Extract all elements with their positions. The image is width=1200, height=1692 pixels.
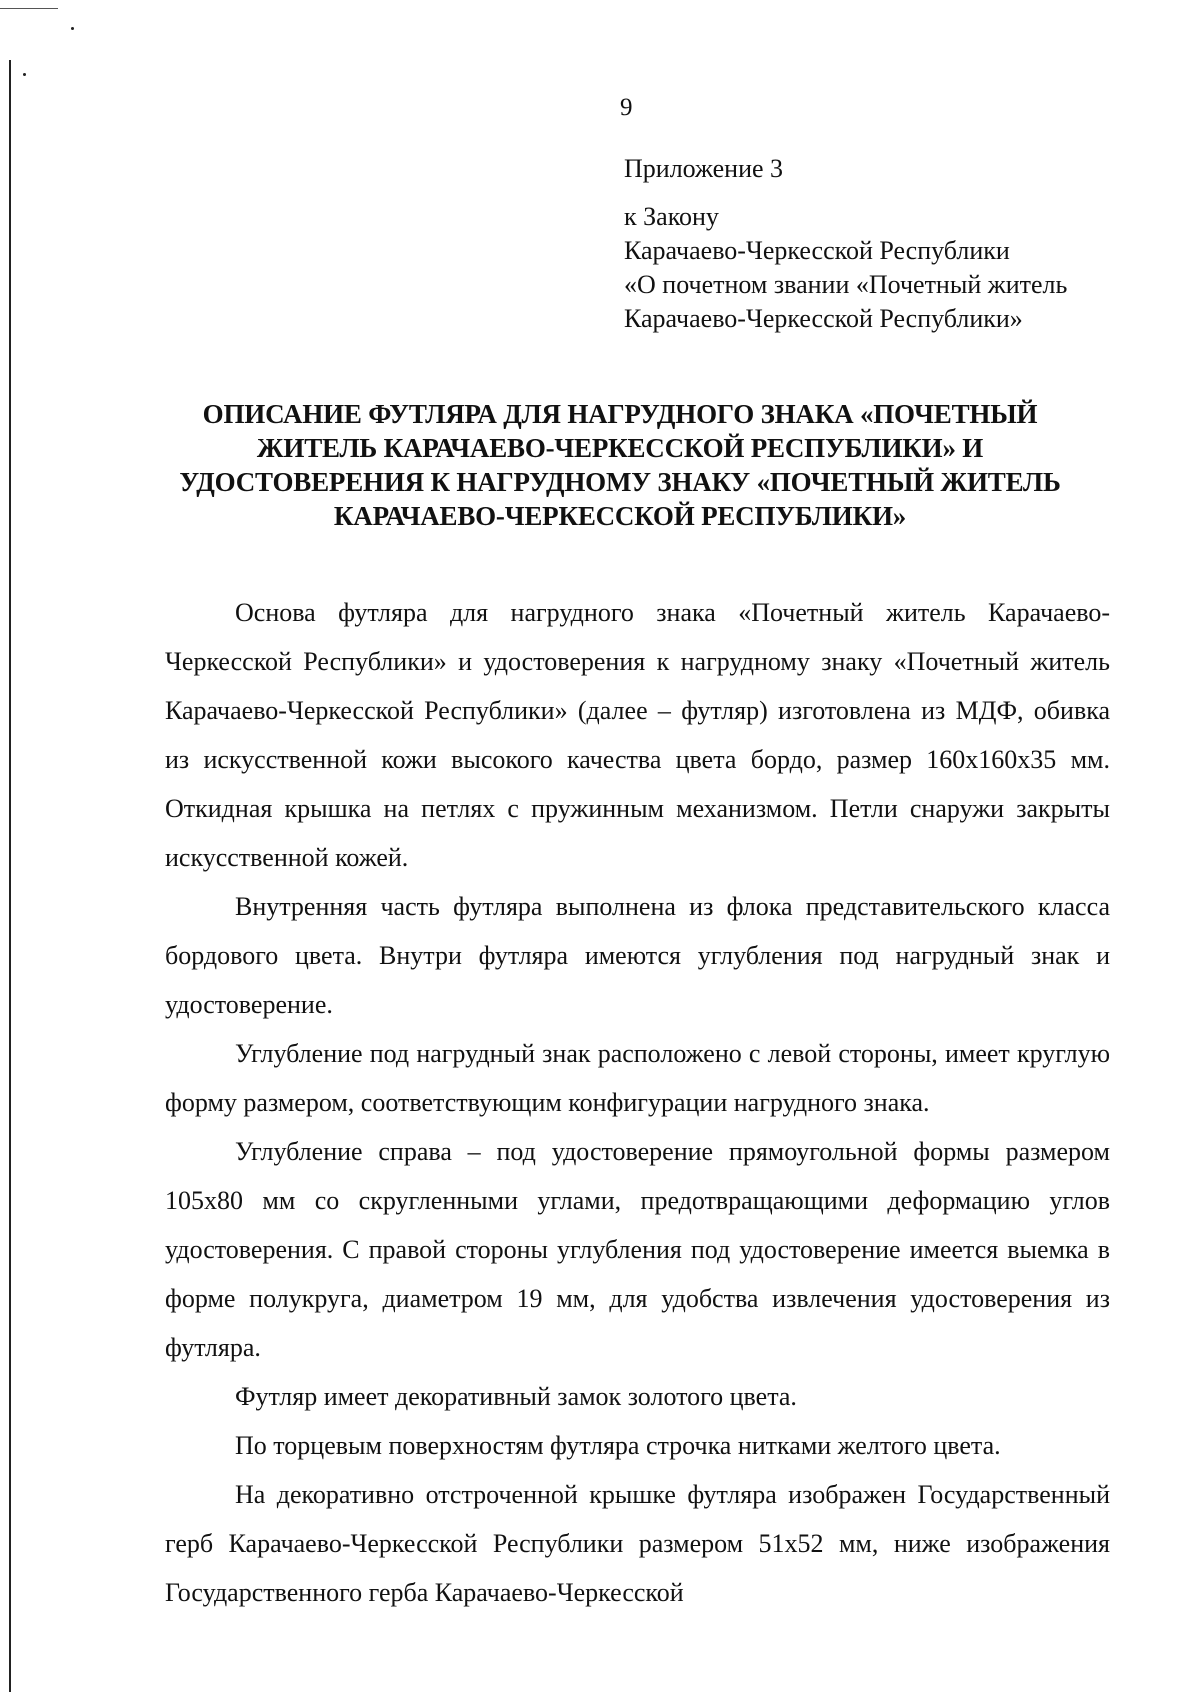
appendix-title: Приложение 3 bbox=[624, 154, 784, 183]
body-paragraph: На декоративно отстроченной крышке футляра изображен Государственный герб Карачаево-Черкесской Республики размером 51х52 мм, ниже изображения Государственного герба Карачаево-Черкесской bbox=[165, 1480, 1110, 1607]
appendix-line: Карачаево-Черкесской Республики bbox=[624, 236, 1010, 265]
appendix-line: Карачаево-Черкесской Республики» bbox=[624, 304, 1023, 333]
scan-artifact-line bbox=[0, 8, 58, 9]
appendix-line: «О почетном звании «Почетный житель bbox=[624, 270, 1068, 299]
body-paragraph: Углубление под нагрудный знак расположено с левой стороны, имеет круглую форму размером, соответствующим конфигурации нагрудного знака. bbox=[165, 1039, 1110, 1117]
body-paragraph: Углубление справа – под удостоверение прямоугольной формы размером 105х80 мм со скругленными углами, предотвращающими деформацию углов удостоверения. С правой стороны углубления под удостоверение имеется выемка в форме полукруга, диаметром 19 мм, для удобства извлечения удостоверения из футляра. bbox=[165, 1137, 1110, 1362]
scan-artifact-dot bbox=[23, 73, 26, 76]
appendix-line: к Закону bbox=[624, 202, 719, 231]
appendix-note bbox=[624, 152, 1184, 336]
body-paragraph: Основа футляра для нагрудного знака «Почетный житель Карачаево-Черкесской Республики» и удостоверения к нагрудному знаку «Почетный житель Карачаево-Черкесской Республики» (далее – футляр) изготовлена из МДФ, обивка из искусственной кожи высокого качества цвета бордо, размер 160х160х35 мм. Откидная крышка на петлях с пружинным механизмом. Петли снаружи закрыты искусственной кожей. bbox=[165, 598, 1110, 872]
body-paragraph: Футляр имеет декоративный замок золотого цвета. bbox=[235, 1382, 797, 1411]
body-paragraph: Внутренняя часть футляра выполнена из флока представительского класса бордового цвета. Внутри футляра имеются углубления под нагрудный знак и удостоверение. bbox=[165, 892, 1110, 1019]
document-title: ОПИСАНИЕ ФУТЛЯРА ДЛЯ НАГРУДНОГО ЗНАКА «ПОЧЕТНЫЙ ЖИТЕЛЬ КАРАЧАЕВО-ЧЕРКЕССКОЙ РЕСПУБЛИКИ» И УДОСТОВЕРЕНИЯ К НАГРУДНОМУ ЗНАКУ «ПОЧЕТНЫЙ ЖИТЕЛЬ КАРАЧАЕВО-ЧЕРКЕССКОЙ РЕСПУБЛИКИ» bbox=[179, 399, 1061, 531]
body-paragraph: По торцевым поверхностям футляра строчка нитками желтого цвета. bbox=[235, 1431, 1001, 1460]
document-body bbox=[165, 588, 1110, 1617]
page-number: 9 bbox=[620, 94, 633, 121]
scan-artifact-dot bbox=[71, 27, 74, 30]
scan-artifact-margin-line bbox=[9, 60, 11, 1692]
